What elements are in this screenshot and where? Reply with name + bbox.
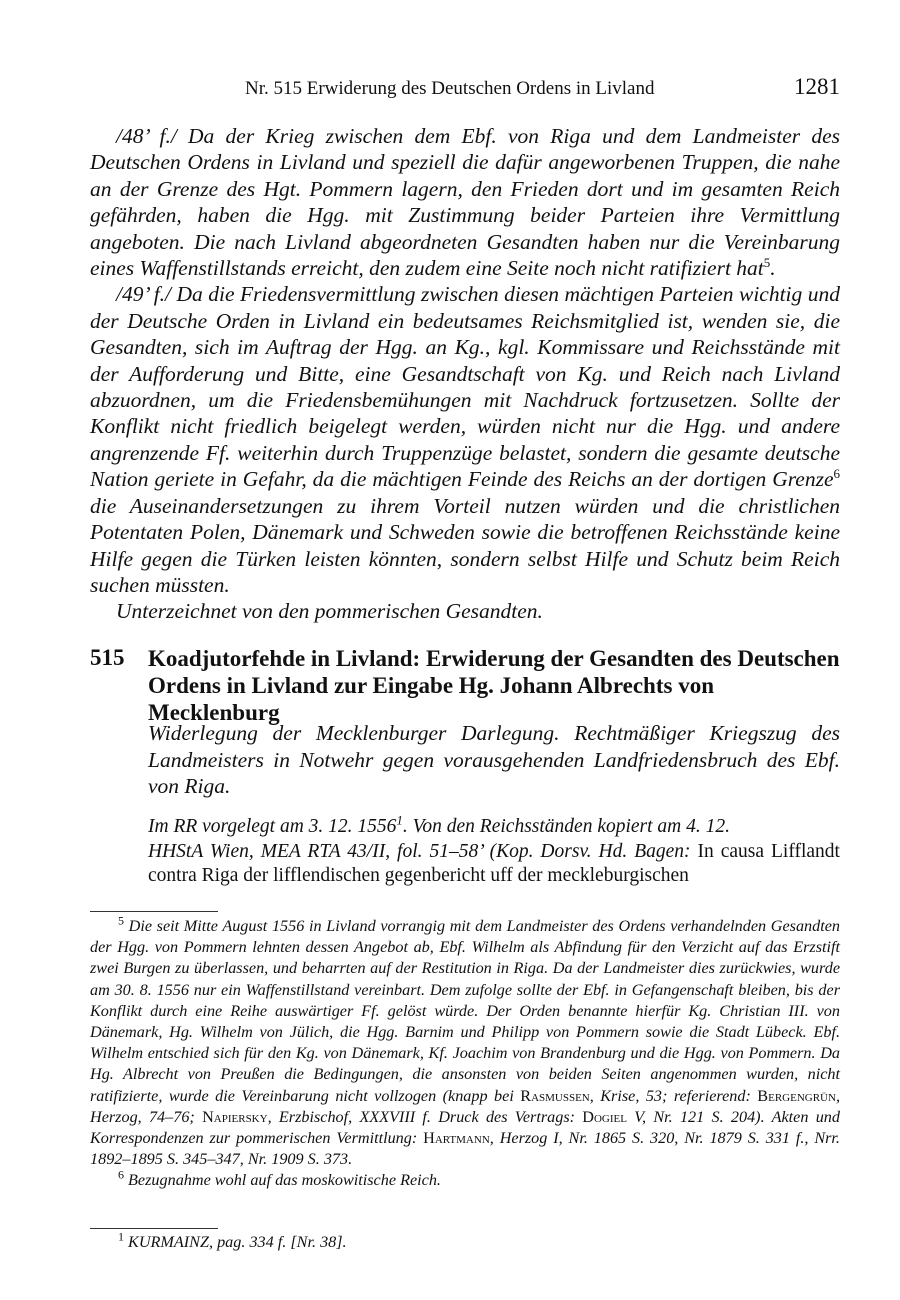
paragraph-49: /49’ f./ Da die Friedensvermittlung zwischen diesen mächtigen Parteien wichtig und der Deutsche Orden in Livland ein bedeutsames Reichsmitglied ist, wenden sie, die Gesandten, sich im Auftrag der Hgg. an Kg., kgl. Kommissare und Reichsstände mit der Aufforderung und Bitte, eine Gesandtschaft von Kg. und Reich nach Livland abzuordnen, um die Friedensbemühungen mit Nachdruck fortzusetzen. Sollte der Konflikt nicht friedlich beigelegt werden, würden nicht nur die Hgg. und andere angrenzende Ff. weiterhin durch Truppenzüge belastet, sondern die gesamte deutsche Nation geriete in Gefahr, da die mächtigen Feinde des Reichs an der dortigen Grenze$^6$ die Auseinandersetzungen zu ihrem Vorteil nutzen würden und die christlichen Potentaten Polen, Dänemark und Schweden sowie die betroffenen Reichsstände keine Hilfe gegen die Türken leisten könnten, sondern selbst Hilfe und Schutz beim Reich suchen müssten. bbox=[90, 282, 840, 597]
footnote-divider-2 bbox=[90, 1228, 218, 1229]
footnote-6: $^6$ Bezugnahme wohl auf das moskowitische Reich. bbox=[118, 1168, 441, 1190]
summary-text bbox=[90, 123, 840, 625]
footnote-ref-5[interactable]: 5 bbox=[763, 254, 771, 270]
section-title: Koadjutorfehde in Livland: Erwiderung der Gesandten des Deutschen Ordens in Livland zur Eingabe Hg. Johann Albrechts von Mecklenburg bbox=[148, 646, 840, 725]
page-header bbox=[90, 74, 840, 108]
running-head: Nr. 515 Erwiderung des Deutschen Ordens in Livland bbox=[245, 78, 655, 99]
footnote-5: $^5$ Die seit Mitte August 1556 in Livland vorrangig mit dem Landmeister des Ordens verhandelnden Gesandten der Hgg. von Pommern lehnten dessen Angebot ab, Ebf. Wilhelm als Abfindung für den Verzicht auf das Erzstift zwei Burgen zu überlassen, und beharrten auf der Restitution in Riga. Da der Landmeister dies zurückwies, wurde am 30. 8. 1556 nur ein Waffenstillstand vereinbart. Dem zufolge sollte der Ebf. in Gefangenschaft bleiben, bis der Konflikt durch eine Reihe auswärtiger Ff. gelöst würde. Der Orden benannte hierfür Kg. Christian III. von Dänemark, Hg. Wilhelm von Jülich, die Hgg. Barnim und Philipp von Pommern sowie die Stadt Lübeck. Ebf. Wilhelm entschied sich für den Kg. von Dänemark, Kf. Joachim von Brandenburg und die Hgg. von Pommern. Da Hg. Albrecht von Preußen die Bedingungen, die ansonsten von beiden Seiten angenommen wurden, nicht ratifizierte, wurde die Vereinbarung nicht vollzogen (knapp bei Rasmussen, Krise, 53; referierend: Bergengrün, Herzog, 74–76; Napiersky, Erzbischof, XXXVIII f. Druck des Vertrags: Dogiel V, Nr. 121 S. 204). Akten und Korrespondenzen zur pommerischen Vermittlung: Hartmann, Herzog I, Nr. 1865 S. 320, Nr. 1879 S. 331 f., Nrr. 1892–1895 S. 345–347, Nr. 1909 S. 373. bbox=[90, 913, 840, 1169]
footnote-1-block bbox=[90, 1229, 840, 1253]
footnote-ref-1[interactable]: 1 bbox=[396, 812, 403, 828]
section-number: 515 bbox=[90, 645, 125, 670]
source-note: Im RR vorgelegt am 3. 12. 1556$^1$. Von den Reichsständen kopiert am 4. 12. HHStA Wien, MEA RTA 43/II, fol. 51–58’ (Kop. Dorsv. Hd. Bagen: In causa Lifflandt contra Riga der lifflendischen gegenbericht uff der meckleburgischen bbox=[148, 812, 840, 886]
footnote-1: $^1$ KURMAINZ, pag. 334 f. [Nr. 38]. bbox=[118, 1229, 347, 1251]
footnotes-block bbox=[90, 913, 840, 1192]
footnote-ref-6[interactable]: 6 bbox=[833, 466, 840, 482]
section-summary: Widerlegung der Mecklenburger Darlegung. Rechtmäßiger Kriegszug des Landmeisters in Notwehr gegen vorausgehenden Landfriedensbruch des Ebf. von Riga. bbox=[148, 721, 840, 798]
signature-line: Unterzeichnet von den pommerischen Gesandten. bbox=[116, 599, 543, 624]
paragraph-48: /48’ f./ Da der Krieg zwischen dem Ebf. von Riga und dem Landmeister des Deutschen Ordens in Livland und speziell die dafür angeworbenen Truppen, die nahe an der Grenze des Hgt. Pommern lagern, den Frieden dort und im gesamten Reich gefährden, haben die Hgg. mit Zustimmung beider Parteien ihre Vermittlung angeboten. Die nach Livland abgeordneten Gesandten haben nur die Vereinbarung eines Waffenstillstands erreicht, den zudem eine Seite noch nicht ratifiziert hat$^5$. bbox=[90, 124, 840, 281]
footnote-divider bbox=[90, 911, 218, 912]
page-number: 1281 bbox=[794, 74, 840, 99]
